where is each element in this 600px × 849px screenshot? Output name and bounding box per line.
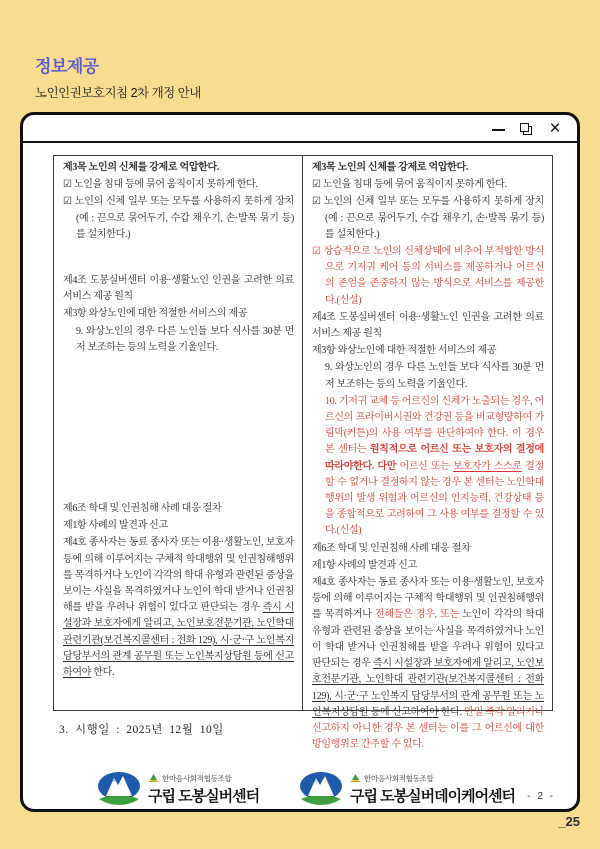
paragraph	[312, 177, 544, 193]
logo-text	[148, 773, 259, 806]
paragraph	[312, 194, 544, 243]
corner-page-label: _25	[558, 814, 580, 829]
text-segment: 제4조 도봉실버센터 이용·생활노인 인권을 고려한 의료서비스 제공 원칙	[312, 311, 544, 340]
revision-section	[312, 160, 544, 309]
minimize-icon[interactable]	[491, 121, 507, 137]
text-segment: 결정할 수 없거나 결정하지 않는 경우 본 센터는 노인학대행위의 발생 위험과 어르신의 인지능력, 건강상태 등을 종합적으로 고려하여 그 사용 여부를 결정할 수 있다.(신설)	[325, 460, 544, 537]
mountain-logo-icon	[97, 771, 141, 807]
paragraph	[312, 394, 544, 540]
text-segment: 한다.	[438, 706, 465, 718]
paragraph	[63, 501, 294, 517]
paragraph	[312, 360, 544, 392]
page-header	[35, 52, 201, 101]
paragraph	[63, 535, 294, 681]
paragraph	[312, 541, 544, 557]
text-segment: ☑ 노인의 신체 일부 또는 모두를 사용하지 못하게 장치 (예 : 끈으로 묶어두기, 수갑 채우기, 손·발목 묶기 등)를 설치한다.)	[312, 196, 544, 240]
category-title: 정보제공	[35, 57, 99, 76]
text-segment: 9. 와상노인의 경우 다른 노인들 보다 식사를 30분 먼저 보조하는 등의 노력을 기울인다.	[76, 325, 294, 353]
text-segment: ☑ 노인을 침대 등에 묶어 움직이지 못하게 한다.	[312, 179, 507, 191]
paragraph	[312, 244, 544, 309]
paragraph	[63, 194, 294, 243]
coop-name: 한마음사회적협동조합	[162, 773, 232, 783]
coop-line	[350, 773, 515, 784]
mountain-logo-icon	[299, 771, 343, 807]
text-segment: 원칙적으로 어르신 또는 보호자의 결정에 따라야한다. 다만	[325, 444, 544, 472]
coop-line	[148, 773, 259, 784]
paragraph	[63, 518, 294, 534]
text-segment: 노인이 각각의 학대 유형과 관련된 증상을 보이는 사실을 목격하였거나 노인이 학대 받거나 인권침해를 받을 우려나 위험이 있다고 판단되는 경우	[312, 609, 545, 670]
table-cell-current	[54, 156, 303, 710]
revision-section	[63, 501, 294, 681]
table-cell-revised	[303, 156, 552, 751]
paragraph	[312, 343, 544, 359]
document-window	[20, 112, 580, 812]
text-segment: ☑ 노인의 신체 일부 또는 모두를 사용하지 못하게 장치 (예 : 끈으로 묶어두기, 수갑 채우기, 손·발목 묶기 등)를 설치한다.)	[63, 196, 294, 240]
revision-section	[63, 273, 294, 501]
paragraph	[312, 558, 544, 574]
window-titlebar	[23, 115, 577, 143]
logo-text	[350, 773, 515, 806]
center-name: 구립 도봉실버센터	[148, 787, 260, 805]
page-number: - 2 -	[527, 791, 555, 802]
text-segment: 즉시 시설장과 보호자에게 알리고, 노인보호전문기관, 노인학대 관련기관(보건복지콜센터 : 전화 129), 시·군·구 노인복지 담당부서의 관계 공무원 또는 노인복지상담원 등에 신고하여야	[63, 602, 294, 679]
revision-section	[312, 310, 544, 540]
paragraph	[312, 575, 544, 753]
paragraph	[63, 273, 294, 305]
restore-icon[interactable]	[519, 121, 535, 137]
text-segment: 한다.	[91, 667, 115, 679]
text-segment: 제6조 학대 및 인권침해 사례 대응 절차	[312, 542, 471, 554]
coop-emblem-icon	[350, 774, 361, 782]
text-segment: 제3항 와상노인에 대한 적절한 서비스의 제공	[312, 345, 497, 357]
paragraph	[312, 310, 544, 342]
text-segment: 만일 즉각 알리거나 신고하지 아니한 경우 본 센터는 이를 그 어르신에 대한 방임행위로 간주할 수 있다.	[312, 706, 544, 751]
coop-name: 한마음사회적협동조합	[364, 773, 434, 783]
close-icon[interactable]: ×	[549, 118, 561, 139]
text-segment: 전해들은 경우, 또는	[374, 609, 459, 621]
text-segment: 10. 기저귀 교체 등 어르신의 신체가 노출되는 경우, 어르신의 프라이버시권와 건강권 등을 비교형량하여 가림막(커튼)의 사용 여부를 판단하여야 한다. 이 경우 본 센터는	[325, 395, 544, 456]
paragraph	[63, 306, 294, 322]
text-segment: 보호자가 스스로	[453, 460, 522, 472]
text-segment: 9. 와상노인의 경우 다른 노인들 보다 식사를 30분 먼저 보조하는 등의 노력을 기울인다.	[325, 362, 544, 390]
revision-section	[63, 160, 294, 273]
center-name: 구립 도봉실버데이케어센터	[350, 787, 516, 805]
text-segment: 즉시 시설장과 보호자에게 알리고, 노인보호전문기관, 노인학대 관련기관(보건복지콜센터 : 전화 129), 시·군·구 노인복지 담당부서의 관계 공무원 또는 노인복지상담원 등에 신고하여야	[312, 658, 544, 718]
text-segment: 제3목 노인의 신체를 강제로 억압한다.	[63, 162, 220, 173]
footer-logo-row	[23, 767, 583, 811]
paragraph	[63, 177, 294, 193]
daycare-center-logo	[299, 771, 515, 807]
silver-center-logo	[97, 771, 259, 807]
window-controls	[491, 120, 563, 138]
text-segment: 제6조 학대 및 인권침해 사례 대응 절차	[63, 503, 222, 514]
text-segment: 제1항 사례의 발견과 신고	[312, 559, 417, 571]
text-segment: 제4조 도봉실버센터 이용·생활노인 인권을 고려한 의료서비스 제공 원칙	[63, 275, 294, 303]
page-title: 노인인권보호지침 2차 개정 안내	[35, 86, 201, 100]
paragraph	[312, 160, 544, 176]
restore-square-front	[520, 123, 529, 132]
paragraph	[63, 324, 294, 356]
text-segment: 제4호 종사자는 동료 종사자 또는 이용·생활노인, 보호자 등에 의해 이루어지는 구체적 학대행위 및 인권침해행위를 목격하거나 노인이 각각의 학대 유형과 관련된 증상을 보이는 사실을 목격하였거나 노인이 학대 받거나 인권침해를 받을 우려나 위험이 있다고 판단되는 경우	[63, 537, 294, 614]
coop-emblem-icon	[148, 774, 159, 782]
text-segment: 제1항 사례의 발견과 신고	[63, 520, 168, 532]
text-segment: ☑ 노인을 침대 등에 묶어 움직이지 못하게 한다.	[63, 179, 258, 191]
text-segment: ☑ 상습적으로 노인의 신체상태에 비추어 부적합한 방식으로 기저귀 케어 등의 서비스를 제공하거나 어르신의 존엄을 존중하지 않는 방식으로 서비스를 제공한다.(신설)	[312, 246, 544, 306]
revision-section	[312, 541, 544, 754]
text-segment: 어르신 또는	[396, 460, 454, 472]
paragraph	[63, 160, 294, 176]
text-segment: 제3항 와상노인에 대한 적절한 서비스의 제공	[63, 308, 248, 320]
text-segment: 제4호 종사자는 동료 종사자 또는 이용·생활노인, 보호자 등에 의해 이루어지는 구체적 학대행위 및 인권침해행위를 목격하거나	[312, 577, 544, 621]
effective-date: 3. 시행일 : 2025년 12월 10일	[59, 724, 224, 736]
text-segment: 제3목 노인의 신체를 강제로 억압한다.	[312, 162, 469, 173]
